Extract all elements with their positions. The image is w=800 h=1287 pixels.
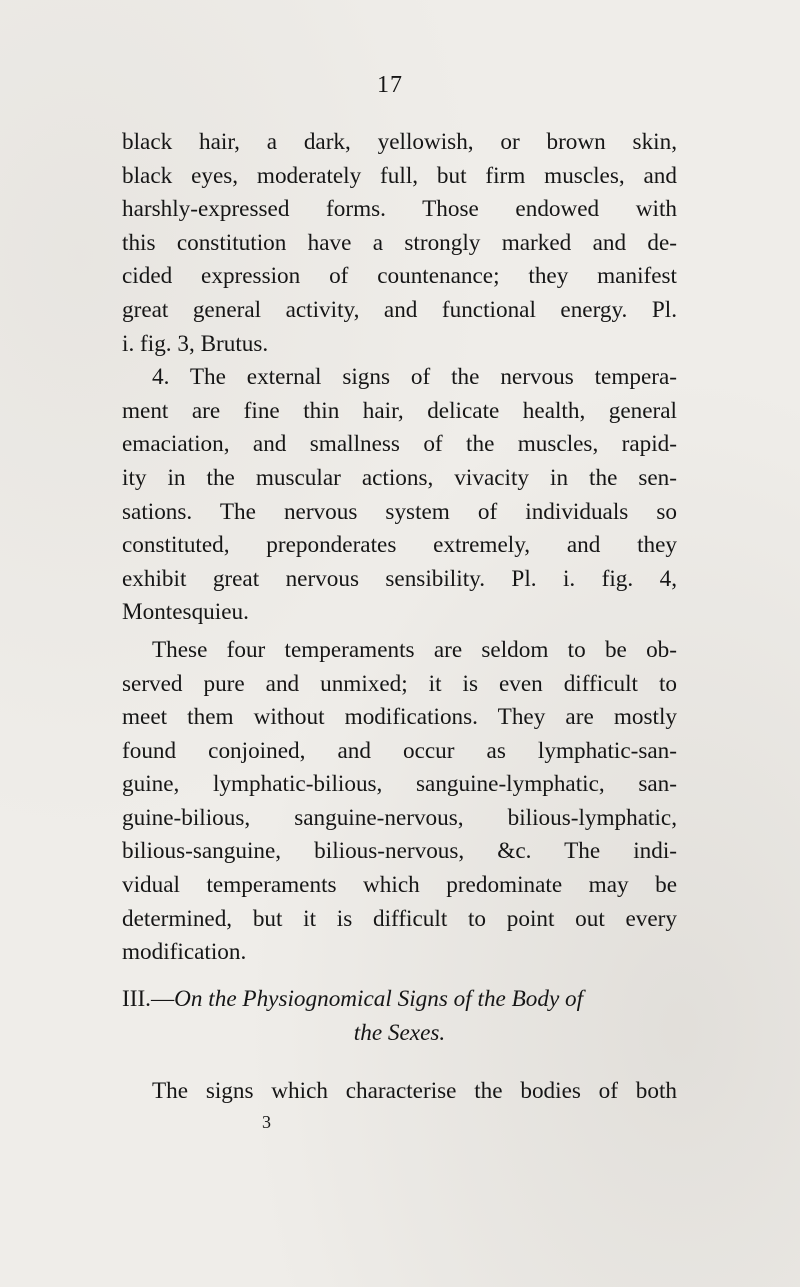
text-line: emaciation, and smallness of the muscles, rapid- [122, 431, 677, 458]
text-line: served pure and unmixed; it is even difficult to [122, 670, 677, 697]
text-line: great general activity, and functional energy. Pl. [122, 296, 677, 323]
text-line: black hair, a dark, yellowish, or brown skin, [122, 129, 677, 155]
section-heading-line-1 [122, 983, 677, 1017]
text-line: meet them without modifications. They are mostly [122, 704, 677, 731]
text-line: Montesquieu. [122, 599, 249, 626]
section-title-line-1: On the Physiognomical Signs of the Body of [174, 986, 584, 1012]
closing-line: The signs which characterise the bodies of both [152, 1078, 677, 1104]
text-line: black eyes, moderately full, but firm muscles, and [122, 162, 677, 189]
text-line: guine, lymphatic-bilious, sanguine-lymphatic, san- [122, 771, 677, 798]
body-text [122, 126, 677, 970]
text-line: exhibit great nervous sensibility. Pl. i. fig. 4, [122, 565, 677, 592]
paragraph-1 [122, 126, 677, 361]
text-line: i. fig. 3, Brutus. [122, 330, 269, 357]
section-heading [122, 983, 677, 1050]
text-line: ment are fine thin hair, delicate health, general [122, 397, 677, 424]
text-line: harshly-expressed forms. Those endowed with [122, 196, 677, 223]
text-line: These four temperaments are seldom to be ob- [152, 636, 677, 663]
text-line: constituted, preponderates extremely, and they [122, 532, 677, 559]
text-line: determined, but it is difficult to point out every [122, 905, 677, 932]
paragraph-3 [122, 634, 677, 970]
text-line: ity in the muscular actions, vivacity in the sen- [122, 464, 677, 491]
page-number: 17 [377, 72, 403, 98]
text-line: found conjoined, and occur as lymphatic-san- [122, 737, 677, 764]
section-numeral: III.— [122, 986, 175, 1012]
text-line: bilious-sanguine, bilious-nervous, &c. The indi- [122, 838, 677, 865]
section-title-line-2: the Sexes. [353, 1019, 446, 1046]
text-line: cided expression of countenance; they manifest [122, 263, 677, 290]
text-line: this constitution have a strongly marked and de- [122, 229, 677, 256]
paragraph-2 [122, 361, 677, 630]
text-line: sations. The nervous system of individuals so [122, 498, 677, 525]
text-line: 4. The external signs of the nervous tempera- [152, 364, 677, 391]
signature-mark: 3 [262, 1112, 271, 1132]
text-line: modification. [122, 939, 247, 966]
text-line: vidual temperaments which predominate may be [122, 872, 677, 899]
text-line: guine-bilious, sanguine-nervous, bilious-lymphatic, [122, 804, 677, 831]
